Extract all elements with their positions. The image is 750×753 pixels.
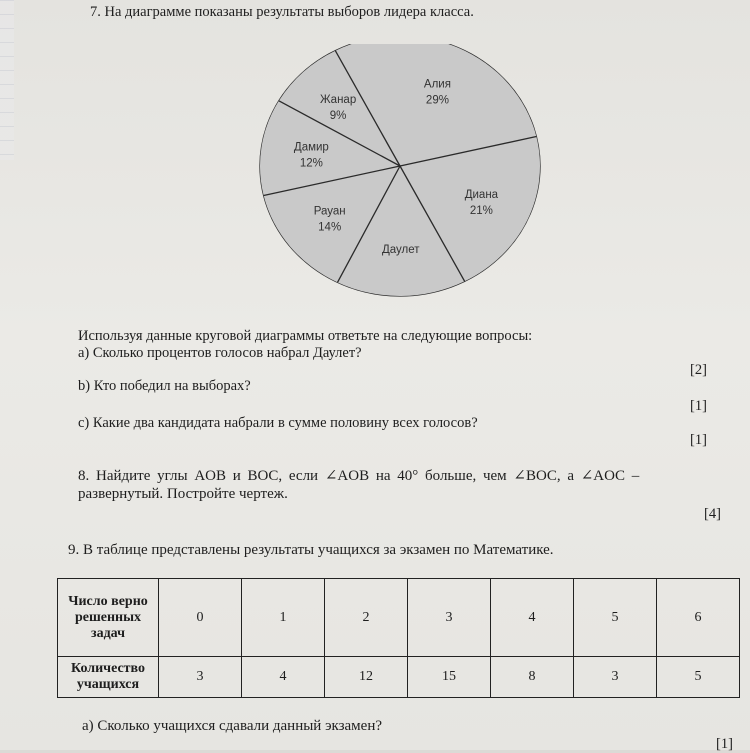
notebook-edge bbox=[0, 0, 14, 160]
table-cell: 12 bbox=[325, 657, 408, 698]
pie-label-name: Алия bbox=[423, 78, 451, 91]
q8-line1: 8. Найдите углы AOB и BOC, если ∠AOB на 40° больше, чем ∠BOC, а ∠AOC – bbox=[78, 468, 640, 484]
q7-question-a: a) Сколько процентов голосов набрал Даулет? bbox=[78, 345, 362, 361]
q9-title: 9. В таблице представлены результаты учащихся за экзамен по Математике. bbox=[68, 542, 554, 558]
pie-label-name: Диана bbox=[464, 188, 499, 201]
pie-label-name: Дамир bbox=[293, 141, 329, 154]
pie-label-value: 12% bbox=[299, 157, 323, 170]
q7-c-mark: [1] bbox=[690, 432, 707, 448]
q7-question-c: c) Какие два кандидата набрали в сумме половину всех голосов? bbox=[78, 415, 478, 431]
table-cell: 0 bbox=[159, 579, 242, 657]
table-cell: 5 bbox=[574, 579, 657, 657]
table-cell: 8 bbox=[491, 657, 574, 698]
q9-question-a: a) Сколько учащихся сдавали данный экзамен? bbox=[82, 718, 383, 734]
table-cell: 1 bbox=[242, 579, 325, 657]
q7-instruction: Используя данные круговой диаграммы ответьте на следующие вопросы: bbox=[78, 328, 533, 344]
pie-label-value: 14% bbox=[318, 221, 342, 234]
q8-line2: развернутый. Постройте чертеж. bbox=[78, 486, 288, 502]
q7-a-mark: [2] bbox=[690, 362, 707, 378]
table-row-solved bbox=[58, 579, 740, 657]
pie-label-name: Жанар bbox=[319, 93, 357, 106]
pie-label-name: Рауан bbox=[313, 205, 346, 218]
pie-label-value: 21% bbox=[469, 204, 493, 217]
table-row-students bbox=[58, 657, 740, 698]
pie-label-value: 29% bbox=[425, 94, 449, 107]
table-cell: 15 bbox=[408, 657, 491, 698]
table-cell: 6 bbox=[657, 579, 740, 657]
table-cell: 5 bbox=[657, 657, 740, 698]
pie-label-name: Даулет bbox=[382, 244, 420, 257]
q7-b-mark: [1] bbox=[690, 398, 707, 414]
q8-mark: [4] bbox=[704, 506, 721, 522]
table-cell: 2 bbox=[325, 579, 408, 657]
pie-label-value: 9% bbox=[329, 109, 347, 122]
table-cell: 4 bbox=[242, 657, 325, 698]
q9-a-mark: [1] bbox=[716, 736, 733, 752]
table-cell: 3 bbox=[574, 657, 657, 698]
row-header-students: Количество учащихся bbox=[58, 657, 159, 698]
table-cell: 3 bbox=[159, 657, 242, 698]
table-cell: 3 bbox=[408, 579, 491, 657]
row-header-solved: Число верно решенных задач bbox=[58, 579, 159, 657]
table-cell: 4 bbox=[491, 579, 574, 657]
q7-title: 7. На диаграмме показаны результаты выборов лидера класса. bbox=[90, 4, 474, 20]
exam-results-table bbox=[57, 578, 740, 698]
q7-question-b: b) Кто победил на выборах? bbox=[78, 378, 251, 394]
election-pie-chart bbox=[255, 44, 545, 309]
